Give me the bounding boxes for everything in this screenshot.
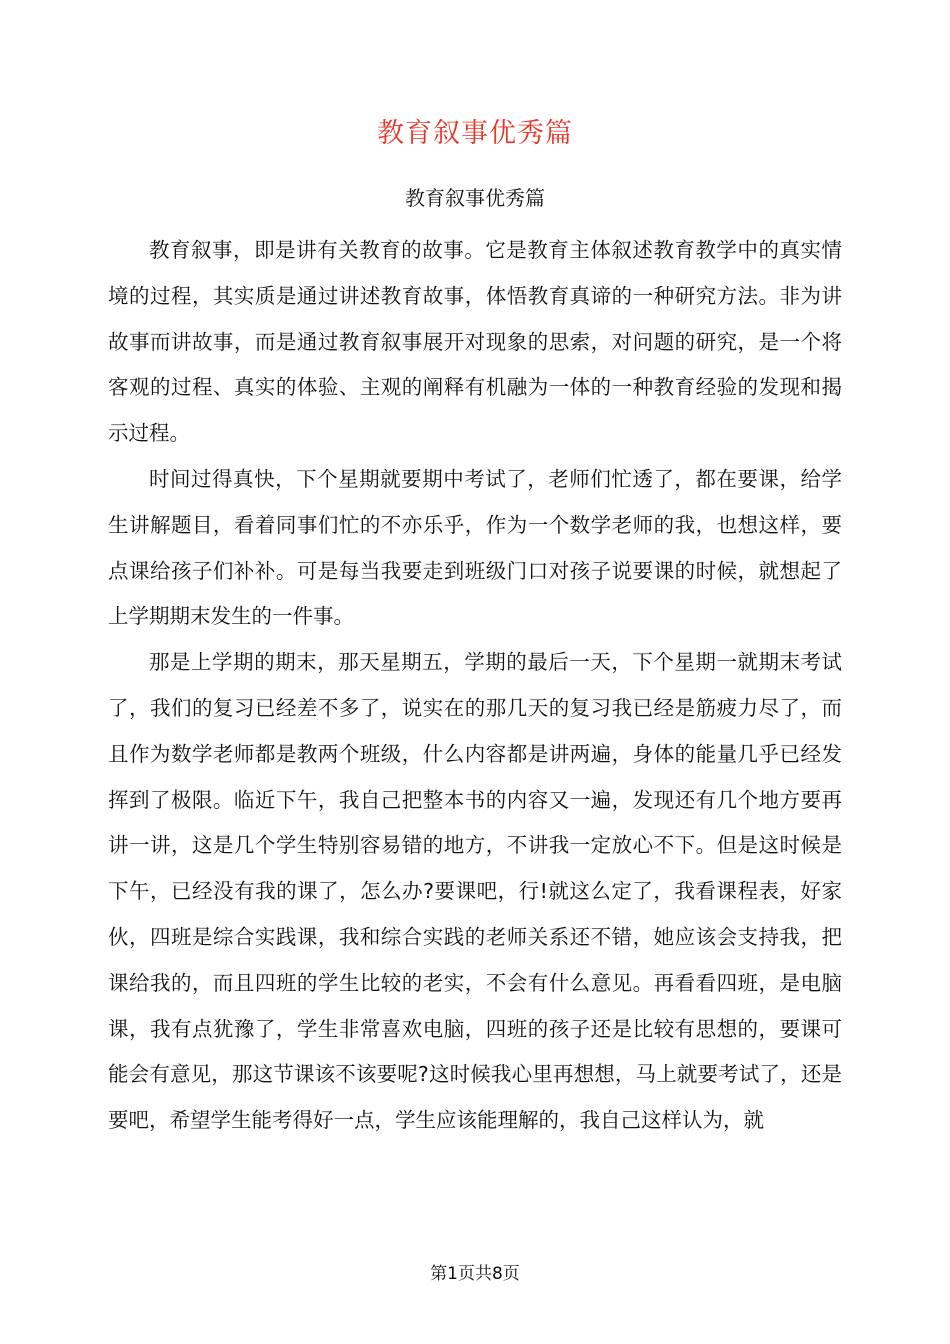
paragraph: 时间过得真快，下个星期就要期中考试了，老师们忙透了，都在要课，给学生讲解题目，看着同事们忙的不亦乐乎，作为一个数学老师的我，也想这样，要点课给孩子们补补。可是每当我要走到班级门口对孩子说要课的时候，就想起了上学期期末发生的一件事。 — [108, 466, 842, 629]
page-number-footer: 第1页共8页 — [430, 1264, 520, 1284]
paragraph: 教育叙事，即是讲有关教育的故事。它是教育主体叙述教育教学中的真实情境的过程，其实质是通过讲述教育故事，体悟教育真谛的一种研究方法。非为讲故事而讲故事，而是通过教育叙事展开对现象的思索，对问题的研究，是一个将客观的过程、真实的体验、主观的阐释有机融为一体的一种教育经验的发现和揭示过程。 — [108, 238, 842, 446]
document-title: 教育叙事优秀篇 — [377, 118, 573, 149]
paragraph: 那是上学期的期末，那天星期五，学期的最后一天，下个星期一就期末考试了，我们的复习已经差不多了，说实在的那几天的复习我已经是筋疲力尽了，而且作为数学老师都是教两个班级，什么内容都是讲两遍，身体的能量几乎已经发挥到了极限。临近下午，我自己把整本书的内容又一遍，发现还有几个地方要再讲一讲，这是几个学生特别容易错的地方，不讲我一定放心不下。但是这时候是下午，已经没有我的课了，怎么办?要课吧，行!就这么定了，我看课程表，好家伙，四班是综合实践课，我和综合实践的老师关系还不错，她应该会支持我，把课给我的，而且四班的学生比较的老实，不会有什么意见。再看看四班，是电脑课，我有点犹豫了，学生非常喜欢电脑，四班的孩子还是比较有思想的，要课可能会有意见，那这节课该不该要呢?这时候我心里再想想，马上就要考试了，还是要吧，希望学生能考得好一点，学生应该能理解的，我自己这样认为，就 — [108, 650, 842, 1133]
document-body — [108, 228, 842, 1144]
document-subtitle: 教育叙事优秀篇 — [405, 186, 545, 210]
